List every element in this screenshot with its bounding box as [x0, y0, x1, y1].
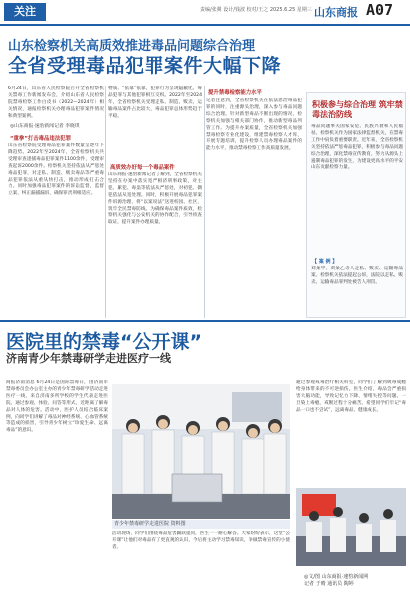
- paper-name: 山东商报: [314, 6, 358, 19]
- commentary-title: 积极参与综合治理 筑牢禁毒法治防线: [312, 100, 403, 119]
- article2-col2-body: 活动现场，同学们围绕毒品危害踊跃提问，医生一一耐心解答。大家纷纷表示，这堂“公开课”让他们对毒品有了更直观的认识，今后将主动学习禁毒知识，争做禁毒宣传的小使者。: [112, 531, 290, 550]
- article2-credit: [304, 574, 368, 588]
- classroom-photo: [296, 488, 406, 566]
- article1-col1-intro: 6月24日，山东省人民检察院召开全省检察机关禁毒工作新闻发布会，介绍山东省人民检察院禁毒检察工作白皮书（2022—2024年）相关情况，通报检察机关办理毒品犯罪案件情况和典型案例。: [8, 86, 104, 119]
- credit-line-1: ◎文/图 山东商报·速豹新闻网: [304, 574, 369, 580]
- article1-col1-body: 山东省检察院受理毒品犯罪案件数量呈逐年下降趋势。2022年至2024年，全省检察机关共受理审查逮捕毒品犯罪案件1100余件，受理审查起诉2000余件。检察机关坚持依法从严惩处毒品犯罪，对走私、制造、贩卖毒品等严重毒品犯罪依法从重从快打击，推动形成打击合力。同时加强毒品犯罪案件的诉讼监督，监督立案、纠正漏捕漏诉，确保罪责刑相适应。: [8, 143, 104, 197]
- photo-caption: 青少年禁毒研学走进医院 资料图: [112, 520, 290, 529]
- masthead: [0, 0, 410, 26]
- credit-line-2: 记者 于晴 通讯员 陶婷: [304, 581, 354, 587]
- article1-col2-body: 山东商报·速豹新闻记者了解到，全省检察机关坚持在办案中落实宽严相济刑事政策，对主犯、累犯、毒枭等依法从严惩处，对初犯、偶犯依法从宽处理。同时，积极开展毒品犯罪案件诉源治理，将“以案说法”送进校园、社区，筑牢全民禁毒防线。为确保毒品案件质效，检察机关强化与公安机关的协作配合，引导侦查取证，提升案件办理质量。: [108, 172, 202, 226]
- article1-headline: 全省受理毒品犯罪案件大幅下降: [8, 55, 282, 77]
- article1-subhead-1: “重拳”打击毒品违法犯罪: [10, 136, 71, 142]
- page-number: A07: [366, 1, 394, 19]
- article2-col1-body: 商报济南消息 6月24日是国际禁毒日，由济南市禁毒委员会办公室主办的青少年禁毒研学活动走进医疗一线，来自济南多所学校的学生代表走进医院，通过参观、体验、问答等形式，近距离了解毒品对人体的危害。活动中，医护人员结合临床案例，向同学们讲解了毒品对神经系统、心血管系统等造成的损害，引导青少年树立“珍爱生命、远离毒品”的意识。: [6, 380, 108, 434]
- header-meta: 责编/张翼 设计/钱波 校对/王之 2025.6.25 星期三: [200, 7, 312, 13]
- article1-subhead-2: 高质效办好每一个毒品案件: [110, 165, 175, 171]
- case-body: 刘某甲、刘某乙等人走私、贩卖、运输毒品案。检察机关依法提起公诉，法院以走私、贩卖、运输毒品罪判处被告人刑罚。: [311, 266, 403, 285]
- section-tab[interactable]: 关注: [4, 3, 46, 21]
- article1-col2-intro: 物质、“依靠”依靠，犯罪行为呈现隐蔽化、毒品犯罪与其他犯罪相互交织。2022年至2024年，全省检察机关受理走私、制造、贩卖、运输毒品案件占比较大，毒品犯罪总体形势趋于平稳。: [108, 86, 202, 119]
- case-tag: 【 案 例 】: [312, 259, 338, 265]
- article1-subhead-3: 提升禁毒检察能力水平: [208, 90, 262, 96]
- article2-col3-body: 通过参观戒毒治疗相关科室，同学们了解到吸毒成瘾给身体带来的不可逆损伤。医生介绍，毒品会严重损害大脑功能，导致记忆力下降、情绪失控等问题。一旦染上毒瘾，戒断过程十分痛苦。希望同学们牢记“毒品一口也不尝试”，远离毒品，健康成长。: [296, 380, 406, 413]
- article2-subhead: 济南青少年禁毒研学走进医疗一线: [6, 352, 171, 365]
- column-divider: [105, 86, 106, 318]
- column-divider: [204, 86, 205, 318]
- section-divider: [0, 320, 410, 322]
- article1-byline: ◎山东商报·速豹新闻记者 李晓琪: [10, 124, 80, 129]
- photo-illustration: [112, 384, 290, 519]
- commentary-body: 毒品问题事关国家安危、民族兴衰和人民福祉。检察机关作为国家法律监督机关，在禁毒工作中肩负着重要职责。近年来，全省检察机关坚持依法严惩毒品犯罪，积极参与毒品问题综合治理，深化禁毒宣传教育，努力从源头上遏制毒品犯罪的发生，为建设更高水平的平安山东贡献检察力量。: [311, 124, 403, 171]
- article2-headline: 医院里的禁毒“公开课”: [6, 331, 202, 353]
- article1-kicker: 山东检察机关高质效推进毒品问题综合治理: [8, 39, 256, 54]
- hospital-visit-photo: [112, 384, 290, 519]
- photo-illustration: [296, 488, 406, 566]
- article1-col3-body: 记者注意到，全省检察机关在依法惩治毒品犯罪的同时，注重源头治理，深入参与毒品问题综合治理。针对新型毒品不断出现的情况，检察机关加强与相关部门协作，推动新型毒品列管工作。为提升办案质量，全省检察机关加强禁毒检察专业化建设，组建禁毒检察人才库，开展专题培训，提升检察人员办理毒品案件的能力水平，推动禁毒检察工作高质量发展。: [206, 98, 302, 152]
